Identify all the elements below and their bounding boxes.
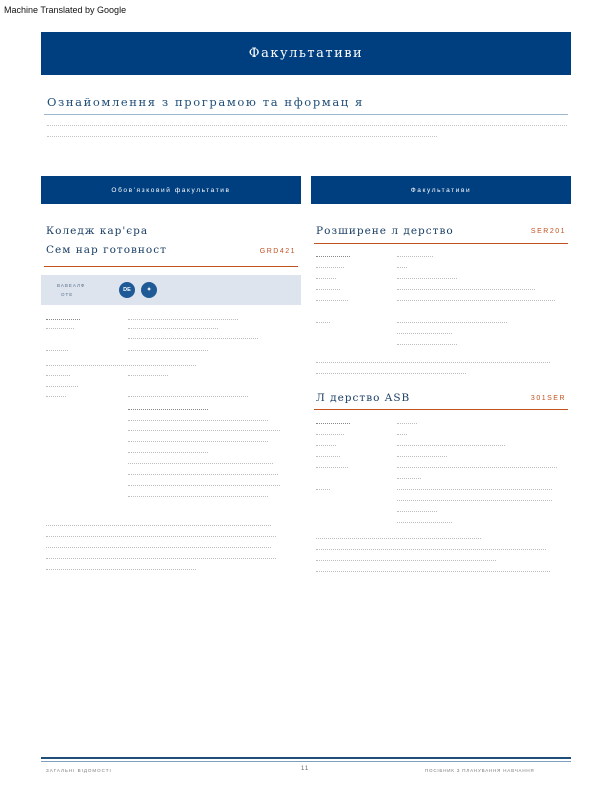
left-course-title-line2: Сем нар готовност (46, 244, 167, 256)
detail-value (128, 328, 218, 330)
detail-label (316, 256, 350, 258)
detail-label (316, 445, 336, 447)
footer-rule-top (41, 757, 571, 759)
detail-value (397, 278, 457, 280)
detail-value (397, 333, 452, 335)
detail-label (46, 396, 66, 398)
left-course-code: GRD421 (259, 248, 296, 255)
detail-label (46, 386, 78, 388)
detail-value (397, 511, 437, 513)
footer-rule-bottom (41, 761, 571, 762)
footer-left-text: ЗАГАЛЬНІ ВІДОМОСТІ (46, 768, 112, 773)
text-line (47, 136, 437, 138)
detail-value (397, 500, 552, 502)
detail-label (316, 489, 330, 491)
detail-value (397, 434, 407, 436)
detail-label (316, 423, 350, 425)
electives-bar (311, 176, 571, 204)
footer-right-text: ПОСІБНИК З ПЛАНУВАННЯ НАВЧАННЯ (425, 768, 535, 773)
detail-value (397, 445, 505, 447)
right-course1-title: Розширене л дерство (316, 225, 454, 237)
detail-value (128, 375, 168, 377)
required-elective-bar (41, 176, 301, 204)
detail-value (397, 322, 507, 324)
detail-value (397, 456, 447, 458)
detail-label (316, 278, 336, 280)
detail-label (316, 467, 348, 469)
detail-value (128, 452, 208, 454)
intro-heading: Ознайомлення з програмою та нформац я (47, 95, 364, 109)
detail-value (397, 267, 407, 269)
detail-label (46, 350, 68, 352)
right-course2-code: 301SER (530, 395, 566, 402)
detail-value (397, 256, 433, 258)
detail-value (128, 396, 248, 398)
detail-value (128, 485, 280, 487)
detail-value (397, 289, 535, 291)
machine-translated-label: Machine Translated by Google (4, 5, 127, 15)
page-title: Факультативи (248, 46, 364, 61)
right-course1-code: SER201 (530, 228, 566, 235)
detail-label (46, 375, 70, 377)
right-course2-title: Л дерство ASB (316, 392, 411, 404)
required-elective-label: Обов'язковий факультатив (111, 186, 231, 194)
info-box-label-2: ОТЕ (61, 292, 74, 297)
detail-label (46, 319, 80, 321)
detail-label (316, 456, 340, 458)
intro-paragraph (47, 125, 567, 147)
left-course-title-line1: Коледж кар'єра (46, 225, 149, 237)
detail-line (46, 365, 196, 367)
description-line (316, 571, 550, 573)
detail-label (316, 322, 330, 324)
text-line (47, 125, 567, 127)
right-course1-rule (314, 243, 568, 244)
electives-label: Факультативи (410, 186, 472, 194)
detail-value (397, 489, 552, 491)
description-line (46, 569, 196, 571)
intro-rule (44, 114, 568, 115)
detail-value (128, 474, 278, 476)
detail-value (128, 496, 268, 498)
left-course-rule (44, 266, 298, 267)
description-line (316, 549, 546, 551)
page-title-bar (41, 32, 571, 75)
detail-label (46, 328, 74, 330)
detail-value (128, 350, 208, 352)
detail-label (316, 300, 348, 302)
page-number: 11 (301, 766, 310, 772)
detail-value (397, 522, 452, 524)
description-line (46, 536, 276, 538)
detail-value (128, 319, 238, 321)
dual-enrollment-badge-icon: DE (119, 282, 135, 298)
detail-label (316, 267, 344, 269)
course-info-box (41, 275, 301, 305)
detail-value (397, 467, 557, 469)
detail-value (128, 463, 273, 465)
right-course2-rule (314, 409, 568, 410)
description-line (46, 558, 276, 560)
detail-value (397, 478, 421, 480)
description-line (316, 538, 481, 540)
detail-value (397, 423, 417, 425)
detail-value (128, 420, 268, 422)
detail-value (128, 430, 280, 432)
detail-value (397, 344, 457, 346)
detail-value (128, 338, 258, 340)
description-line (316, 560, 496, 562)
description-line (316, 362, 550, 364)
description-line (316, 373, 466, 375)
description-line (46, 547, 271, 549)
info-box-label-1: ВАВЕАЛФ (57, 283, 86, 288)
detail-value (397, 300, 555, 302)
description-line (46, 525, 271, 527)
detail-label (316, 289, 340, 291)
certification-badge-icon: ✦ (141, 282, 157, 298)
detail-label (316, 434, 344, 436)
detail-value (128, 409, 208, 411)
detail-value (128, 441, 268, 443)
